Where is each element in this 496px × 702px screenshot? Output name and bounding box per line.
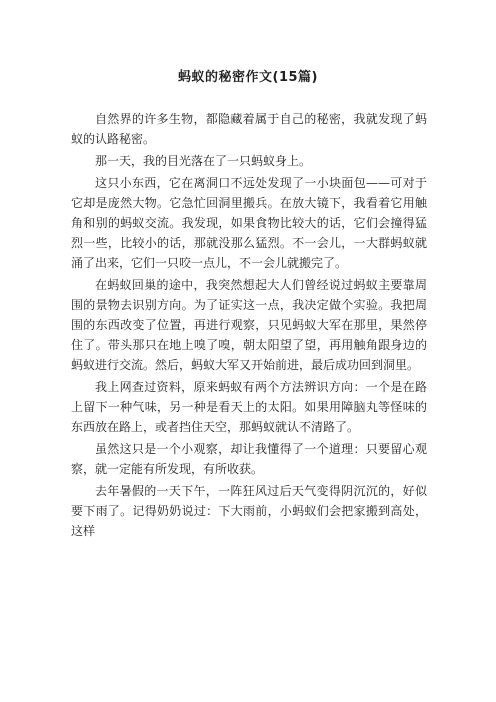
paragraph: 那一天，我的目光落在了一只蚂蚁身上。: [95, 154, 312, 168]
paragraph: 在蚂蚁回巢的途中，我突然想起大人们曾经说过蚂蚁主要靠周围的景物去识别方向。为了证实这一点，我决定做个实验。我把周围的东西改变了位置，再进行观察，只见蚂蚁大军在那里，果然停住了。带头那只在地上嗅了嗅，朝太阳望了望，再用触角跟身边的蚂蚁进行交流。然后，蚂蚁大军又开始前进，最后成功回到洞里。: [71, 278, 427, 372]
document-body: [71, 109, 427, 541]
paragraph: 虽然这只是一个小观察，却让我懂得了一个道理：只要留心观察，就一定能有所发现，有所收获。: [71, 442, 427, 476]
document-title: 蚂蚁的秘密作文(15篇): [178, 70, 318, 85]
paragraph: 这只小东西，它在离洞口不远处发现了一小块面包——可对于它却是庞然大物。它急忙回洞里搬兵。在放大镜下，我看着它用触角和别的蚂蚁交流。我发现，如果食物比较大的话，它们会撞得猛烈一些，比较小的话，那就没那么猛烈。不一会儿，一大群蚂蚁就涌了出来，它们一只咬一点儿，不一会儿就搬完了。: [71, 176, 427, 270]
paragraph: 去年暑假的一天下午，一阵狂风过后天气变得阴沉沉的，好似要下雨了。记得奶奶说过：下大雨前，小蚂蚁们会把家搬到高处，这样: [71, 484, 427, 538]
paragraph: 我上网查过资料，原来蚂蚁有两个方法辨识方向：一个是在路上留下一种气味，另一种是看天上的太阳。如果用障脑丸等怪味的东西放在路上，或者挡住天空，那蚂蚁就认不清路了。: [71, 380, 427, 434]
paragraph: 自然界的许多生物，都隐藏着属于自己的秘密，我就发现了蚂蚁的认路秘密。: [71, 112, 427, 146]
